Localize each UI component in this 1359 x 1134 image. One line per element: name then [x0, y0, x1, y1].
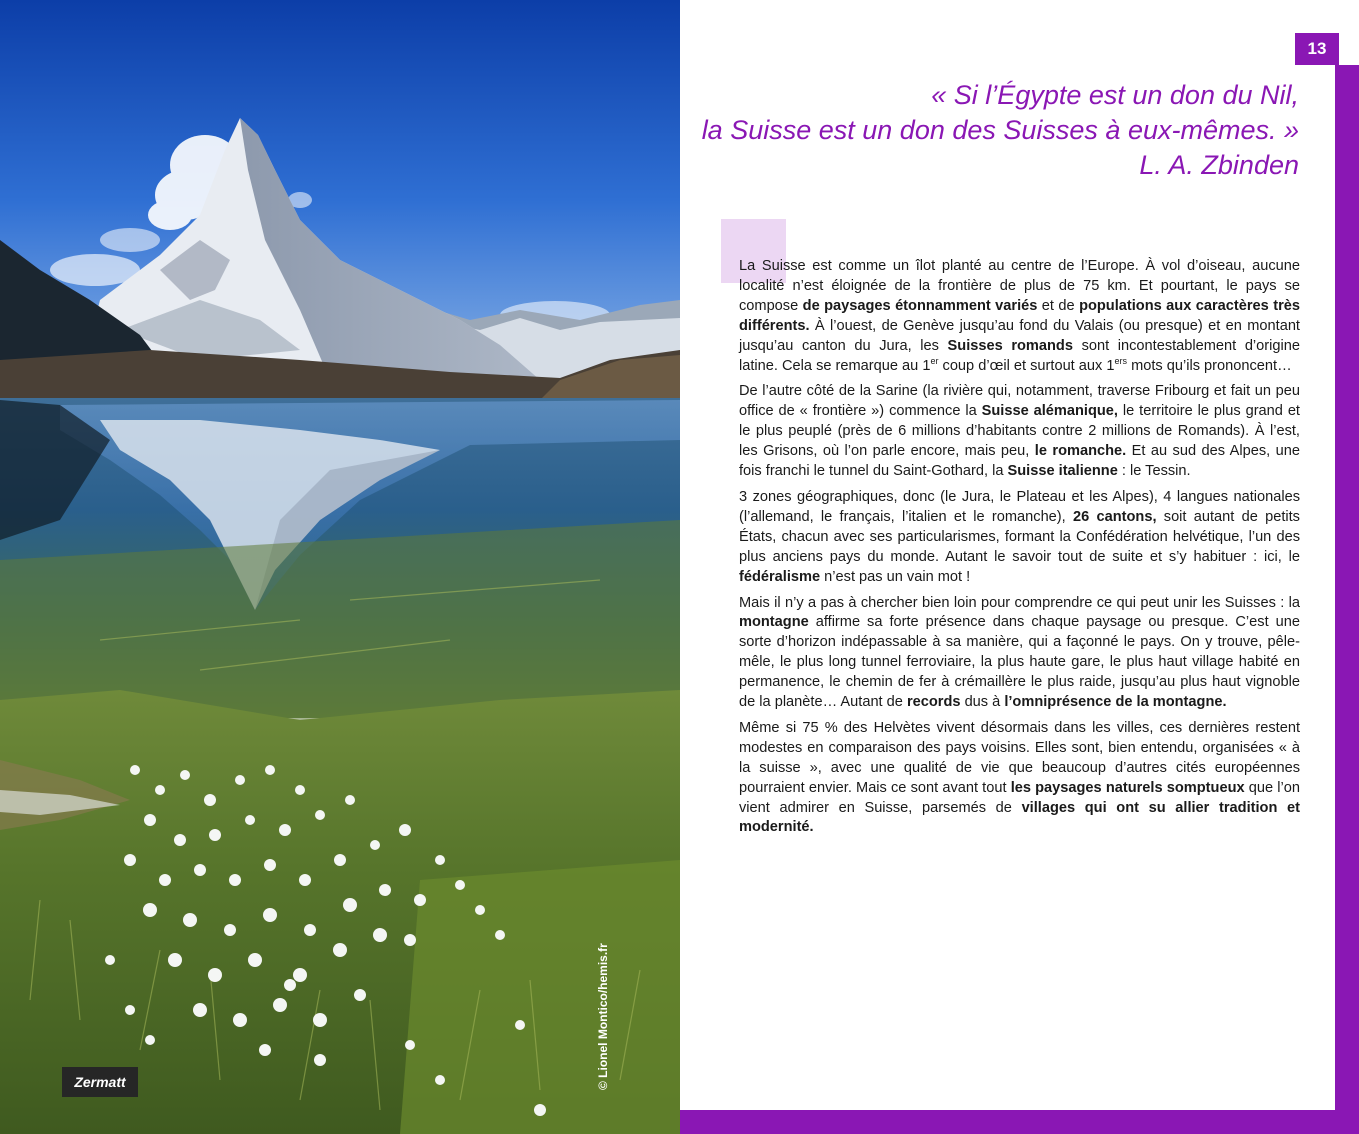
bold-text: les paysages naturels somptueux [1010, 779, 1245, 796]
text-run: À l’ouest, de Genève jusqu’au fond du Valais (ou presque) et en montant jusqu’au canton du Jura, les [739, 317, 1300, 354]
bold-text: records [906, 694, 961, 711]
quote-line-2: la Suisse est un don des Suisses à eux-mêmes. » [701, 115, 1299, 145]
text-run: le territoire le plus grand et le plus peuplé (près de 6 millions d’habitants contre 2 millions de Romands). À l’est, les Grisons, où l’on parle encore, mais peu, [739, 403, 1300, 460]
text-run: Même si 75 % des Helvètes vivent désormais dans les villes, ces dernières restent modestes en comparaison des pays voisins. Elles sont, bien entendu, organisées « à la suisse », avec une qualité de vie que beaucoup d’autres cités européennes pourraient envier. Mais ce sont avant tout [739, 719, 1300, 796]
quote-author: L. A. Zbinden [1139, 150, 1299, 180]
purple-edge-bar [1335, 65, 1359, 1110]
text-run: Mais il n’y a pas à chercher bien loin pour comprendre ce qui peut unir les Suisses : la [739, 594, 1300, 611]
text-run: La Suisse est comme un îlot planté au centre de l’Europe. À vol d’oiseau, aucune localité n’est éloignée de la frontière de plus de 75 km. Et pourtant, le pays se compose [739, 258, 1300, 314]
bold-text: fédéralisme [739, 568, 821, 585]
purple-bottom-bar [680, 1110, 1359, 1134]
paragraph [739, 594, 1300, 713]
text-run: 3 zones géographiques, donc (le Jura, le Plateau et les Alpes), 4 langues nationales (l’allemand, le français, l’italien et le romanche), [739, 488, 1300, 525]
bold-text: Suisses romands [947, 337, 1073, 354]
paragraph [739, 382, 1300, 482]
superscript: ers [1114, 355, 1128, 366]
text-run: Et au sud des Alpes, une fois franchi le tunnel du Saint-Gothard, la [739, 443, 1301, 480]
text-run: et de [1037, 297, 1080, 314]
text-run: mots qu’ils prononcent… [1127, 357, 1292, 374]
epigraph-quote [699, 78, 1299, 183]
bold-text: Suisse alémanique, [981, 403, 1118, 420]
bold-text: villages qui ont su allier tradition et modernité. [739, 799, 1300, 836]
superscript: er [930, 355, 939, 366]
text-run: sont incontestablement d’origine latine. Cela se remarque au 1 [739, 337, 1300, 374]
text-run: De l’autre côté de la Sarine (la rivière qui, notamment, traverse Fribourg et fait un peu office de « frontière ») commence la [739, 383, 1300, 420]
quote-line-1: « Si l’Égypte est un don du Nil, [931, 80, 1299, 110]
text-run: que l’on vient admirer en Suisse, parsemés de [739, 779, 1300, 816]
body-text [739, 257, 1300, 844]
paragraph [739, 488, 1300, 588]
paragraph [739, 257, 1300, 376]
page-number: 13 [1295, 33, 1339, 65]
text-run: dus à [960, 694, 1005, 711]
text-run: affirme sa forte présence dans chaque paysage ou presque. C’est une sorte d’horizon indépassable à sa manière, qui a façonné le pays. On y trouve, pêle-mêle, le plus long tunnel ferroviaire, la plus haute gare, le plus haut village habité en permanence, le chemin de fer à crémaillère le plus raide, jusqu’au plus haut vignoble de la planète… Autant de [739, 614, 1300, 711]
text-run: soit autant de petits États, chacun avec ses particularismes, formant la Confédération helvétique, l’un des plus anciens pays du monde. Autant le savoir tout de suite et s’y habituer : ici, le [739, 508, 1300, 565]
bold-text: populations aux caractères très différents. [739, 297, 1300, 334]
bold-text: Suisse italienne [1007, 463, 1118, 480]
bold-text: l’omniprésence de la montagne. [1004, 694, 1227, 711]
paragraph [739, 719, 1300, 838]
bold-text: de paysages étonnamment variés [802, 297, 1038, 314]
text-page [680, 0, 1359, 1134]
photo-caption: Zermatt [62, 1067, 138, 1097]
text-run: coup d’œil et surtout aux 1 [938, 357, 1115, 374]
bold-text: 26 cantons, [1072, 508, 1157, 525]
photo-credit: © Lionel Montico/hemis.fr [596, 943, 610, 1090]
bold-text: montagne [739, 614, 809, 631]
text-run: : le Tessin. [1117, 463, 1191, 480]
bold-text: le romanche. [1034, 443, 1127, 460]
text-run: n’est pas un vain mot ! [820, 568, 971, 585]
